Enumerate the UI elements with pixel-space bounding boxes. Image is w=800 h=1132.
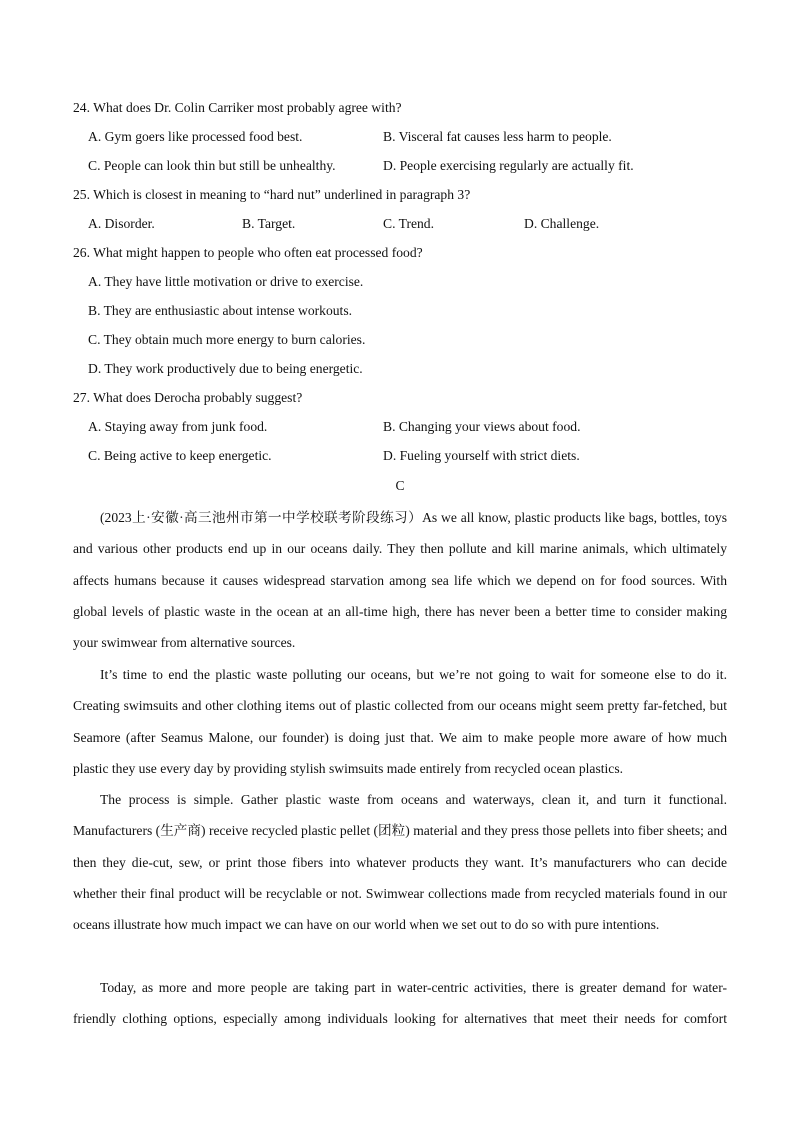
question-24-option-a: A. Gym goers like processed food best.: [88, 129, 303, 144]
question-27-option-b: B. Changing your views about food.: [383, 419, 581, 434]
question-26-stem: 26. What might happen to people who often eat processed food?: [73, 245, 423, 260]
question-26-option-a: A. They have little motivation or drive to exercise.: [88, 274, 364, 289]
question-27-option-c: C. Being active to keep energetic.: [88, 448, 272, 463]
question-25-option-c: C. Trend.: [383, 216, 434, 231]
question-26-option-b: B. They are enthusiastic about intense workouts.: [88, 303, 353, 318]
passage-paragraph-3: The process is simple. Gather plastic waste from oceans and waterways, clean it, and turn it functional. Manufacturers (生产商) receive recycled plastic pellet (团粒) material and they press those pellets into fiber sheets; and then they die-cut, sew, or print those fibers into whatever products they want. It’s manufacturers who can decide whether their final product will be recyclable or not. Swimwear collections made from recycled materials found in our oceans illustrate how much impact we can have on our world when we set out to do so with pure intentions.: [73, 792, 727, 933]
section-letter: C: [395, 478, 405, 493]
question-27-option-a: A. Staying away from junk food.: [88, 419, 268, 434]
passage-paragraph-2: It’s time to end the plastic waste polluting our oceans, but we’re not going to wait for someone else to do it. Creating swimsuits and other clothing items out of plastic collected from our oceans might seem pretty far-fetched, but Seamore (after Seamus Malone, our founder) is doing just that. We aim to make people more aware of how much plastic they use every day by providing stylish swimsuits made entirely from recycled ocean plastics.: [73, 667, 727, 776]
question-26-option-d: D. They work productively due to being energetic.: [88, 361, 363, 376]
question-25-option-d: D. Challenge.: [524, 216, 600, 231]
question-25-option-b: B. Target.: [242, 216, 296, 231]
question-24-option-d: D. People exercising regularly are actually fit.: [383, 158, 634, 173]
question-24-option-b: B. Visceral fat causes less harm to people.: [383, 129, 612, 144]
question-25-option-a: A. Disorder.: [88, 216, 155, 231]
question-25-stem: 25. Which is closest in meaning to “hard nut” underlined in paragraph 3?: [73, 187, 471, 202]
passage-paragraph-4: Today, as more and more people are taking part in water-centric activities, there is greater demand for water-friendly clothing options, especially among individuals looking for alternatives that meet their needs for comfort: [73, 980, 727, 1027]
question-26-option-c: C. They obtain much more energy to burn calories.: [88, 332, 366, 347]
question-24-option-c: C. People can look thin but still be unhealthy.: [88, 158, 336, 173]
question-27-option-d: D. Fueling yourself with strict diets.: [383, 448, 580, 463]
passage-paragraph-1: (2023上·安徽·高三池州市第一中学校联考阶段练习）As we all know, plastic products like bags, bottles, toys and various other products end up in our oceans daily. They then pollute and kill marine animals, which ultimately affects humans because it causes widespread starvation among sea life which we depend on for food sources. With global levels of plastic waste in the ocean at an all-time high, there has never been a better time to consider making your swimwear from alternative sources.: [73, 510, 727, 651]
question-27-stem: 27. What does Derocha probably suggest?: [73, 390, 303, 405]
question-24-stem: 24. What does Dr. Colin Carriker most probably agree with?: [73, 100, 402, 115]
